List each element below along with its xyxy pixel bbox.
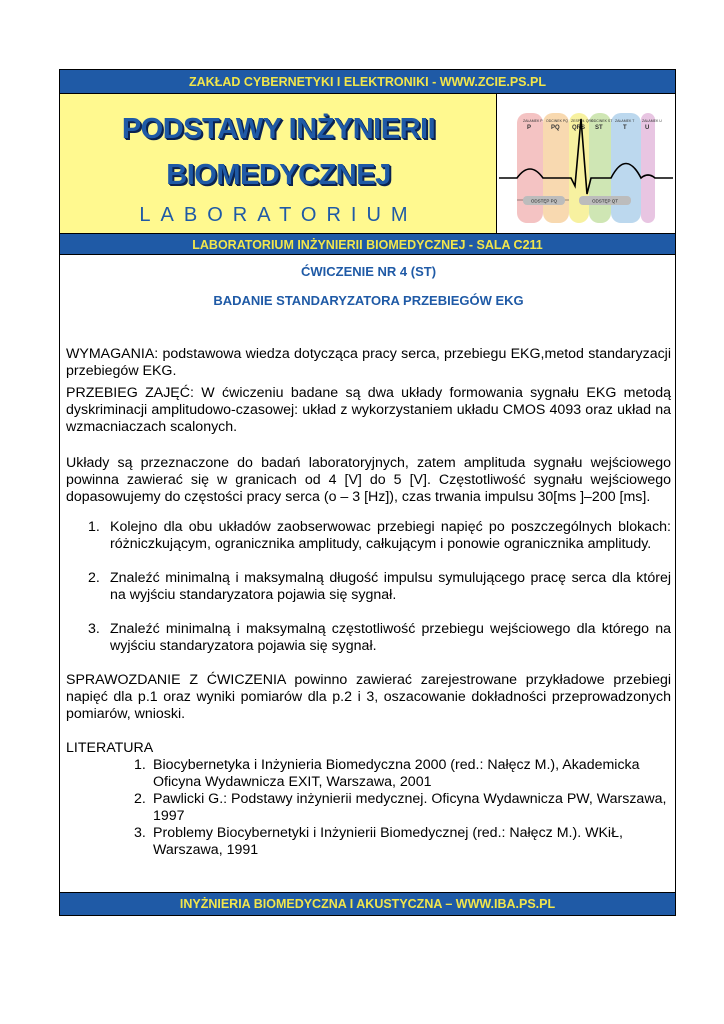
step-text: Znaleźć minimalną i maksymalną częstotliwość przebiegu wejściowego dla którego na wyjściu standaryzatora pojawia się sygnał.: [110, 621, 671, 654]
page-frame: [59, 69, 676, 916]
literature-item-3: [66, 825, 671, 859]
laboratory-subtitle: LABORATORIUM: [139, 204, 418, 226]
ekg-label-t: T: [623, 125, 627, 131]
ekg-label-st: ST: [595, 125, 603, 131]
literature-item-1: [66, 757, 671, 791]
ekg-label-t-small: ZAŁAMEK T: [615, 119, 635, 123]
department-bar: ZAKŁAD CYBERNETYKI I ELEKTRONIKI - WWW.ZCIE.PS.PL: [60, 70, 675, 94]
title-panel: [60, 94, 497, 233]
ekg-label-u: U: [645, 125, 650, 131]
laboratory-room-bar: LABORATORIUM INŻYNIERII BIOMEDYCZNEJ - SALA C211: [60, 233, 675, 255]
ekg-illustration: [497, 94, 675, 233]
literature-heading: LITERATURA: [66, 740, 154, 756]
literature-text: Problemy Biocybernetyki i Inżynierii Biomedycznej (red.: Nałęcz M.). WKiŁ, Warszawa, 1991: [153, 825, 623, 858]
literature-text: Biocybernetyka i Inżynieria Biomedyczna 2000 (red.: Nałęcz M.), Akademicka Oficyna Wydawnicza EXIT, Warszawa, 2001: [153, 757, 640, 790]
step-text: Znaleźć minimalną i maksymalną długość impulsu symulującego pracę serca dla której na wyjściu standaryzatora pojawia się sygnał.: [110, 570, 671, 603]
pq-interval-label: ODSTĘP PQ: [530, 198, 558, 204]
report-paragraph: SPRAWOZDANIE Z ĆWICZENIA powinno zawierać zarejestrowane przykładowe przebiegi napięć dla p.1 oraz wyniki pomiarów dla p.2 i 3, oszacowanie dokładności przeprowadzonych pomiarów, wnioski.: [66, 672, 671, 722]
step-text: Kolejno dla obu układów zaobserwowac przebiegi napięć po poszczególnych blokach: różniczkującym, ogranicznika amplitudy, całkującym i ponowie ogranicznika amplitudy.: [110, 519, 671, 552]
step-number: 3.: [88, 621, 100, 637]
literature-text: Pawlicki G.: Podstawy inżynierii medycznej. Oficyna Wydawnicza PW, Warszawa, 1997: [153, 791, 667, 824]
course-title-line2: BIOMEDYCZNEJ: [166, 159, 391, 191]
requirements-paragraph: WYMAGANIA: podstawowa wiedza dotycząca pracy serca, przebiegu EKG,metod standaryzacji przebiegów EKG.: [66, 346, 671, 379]
step-number: 2.: [88, 570, 100, 586]
step-item-1: [66, 519, 671, 553]
step-number: 1.: [88, 519, 100, 535]
exercise-number: ĆWICZENIE NR 4 (ST): [300, 264, 437, 279]
systems-paragraph: Układy są przeznaczone do badań laboratoryjnych, zatem amplituda sygnału wejściowego powinna zawierać się w granicach od 4 [V] do 5 [V]. Częstotliwość sygnału wejściowego dopasowujemy do częstości pracy serca (o – 3 [Hz]), czas trwania impulsu 30[ms ]–200 [ms].: [66, 455, 671, 505]
exercise-title: BADANIE STANDARYZATORA PRZEBIEGÓW EKG: [213, 293, 524, 308]
footer-bar: INYŻNIERIA BIOMEDYCZNA I AKUSTYCZNA – WWW.IBA.PS.PL: [60, 892, 675, 915]
literature-number: 1.: [134, 757, 146, 773]
ekg-label-p-small: ZAŁAMEK P: [523, 119, 543, 123]
literature-item-2: [66, 791, 671, 825]
ekg-label-qrs-small: ZESPÓŁ QRS: [571, 119, 594, 123]
ekg-label-pq: PQ: [551, 125, 560, 131]
step-item-2: [66, 570, 671, 604]
qt-interval-label: ODSTĘP QT: [592, 198, 618, 204]
literature-number: 3.: [134, 825, 146, 841]
main-content: [66, 263, 671, 859]
ekg-diagram: [497, 94, 675, 233]
ekg-label-u-small: ZAŁAMEK U: [642, 119, 662, 123]
ekg-label-st-small: ODCINEK ST: [591, 119, 613, 123]
ekg-label-p: P: [527, 125, 532, 131]
literature-number: 2.: [134, 791, 146, 807]
course-title-line1: PODSTAWY INŻYNIERII: [121, 113, 436, 145]
ekg-label-pq-small: ODCINEK PQ: [546, 119, 568, 123]
step-item-3: [66, 621, 671, 655]
course-paragraph: PRZEBIEG ZAJĘĆ: W ćwiczeniu badane są dwa układy formowania sygnału EKG metodą dyskriminacji amplitudowo-czasowej: układ z wykorzystaniem układu CMOS 4093 oraz układ na wzmacniaczach scalonych.: [66, 385, 671, 435]
ekg-label-qrs: QRS: [572, 125, 586, 131]
